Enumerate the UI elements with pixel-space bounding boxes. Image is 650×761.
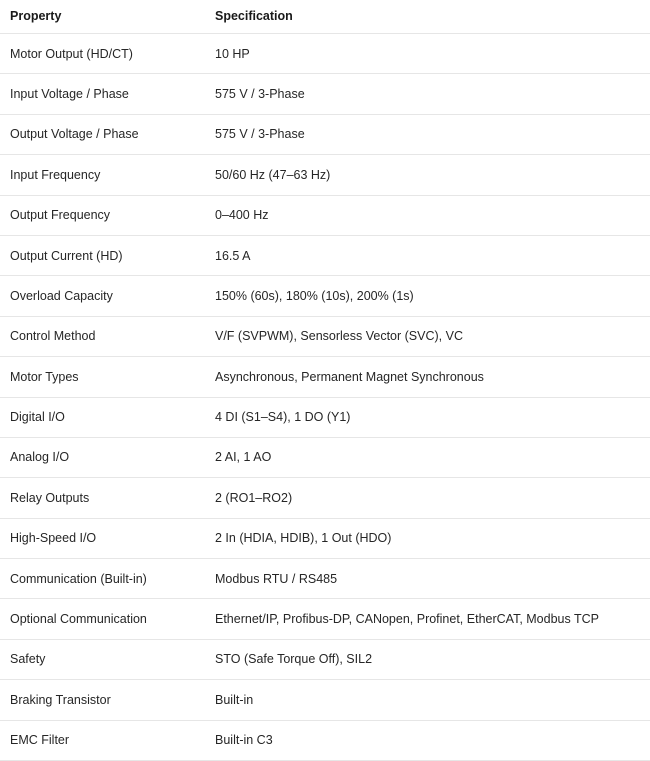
cell-property: Motor Types: [0, 357, 205, 397]
table-body: [0, 34, 650, 761]
cell-specification: Modbus RTU / RS485: [205, 559, 650, 599]
table-row: [0, 639, 650, 679]
cell-property: Optional Communication: [0, 599, 205, 639]
table-row: [0, 518, 650, 558]
table-row: [0, 316, 650, 356]
cell-property: Input Frequency: [0, 155, 205, 195]
cell-specification: 10 HP: [205, 34, 650, 74]
cell-property: High-Speed I/O: [0, 518, 205, 558]
table-row: [0, 34, 650, 74]
table-row: [0, 437, 650, 477]
cell-specification: 2 In (HDIA, HDIB), 1 Out (HDO): [205, 518, 650, 558]
cell-specification: 0–400 Hz: [205, 195, 650, 235]
cell-specification: 4 DI (S1–S4), 1 DO (Y1): [205, 397, 650, 437]
cell-specification: 2 AI, 1 AO: [205, 437, 650, 477]
cell-specification: 575 V / 3-Phase: [205, 74, 650, 114]
table-row: [0, 114, 650, 154]
table-row: [0, 478, 650, 518]
cell-specification: 575 V / 3-Phase: [205, 114, 650, 154]
table-row: [0, 397, 650, 437]
cell-specification: Built-in C3: [205, 720, 650, 760]
cell-property: Braking Transistor: [0, 680, 205, 720]
table-row: [0, 74, 650, 114]
cell-specification: STO (Safe Torque Off), SIL2: [205, 639, 650, 679]
cell-specification: 150% (60s), 180% (10s), 200% (1s): [205, 276, 650, 316]
cell-property: Output Frequency: [0, 195, 205, 235]
cell-specification: V/F (SVPWM), Sensorless Vector (SVC), VC: [205, 316, 650, 356]
table-row: [0, 559, 650, 599]
table-row: [0, 680, 650, 720]
cell-property: Safety: [0, 639, 205, 679]
table-header: [0, 0, 650, 34]
table-row: [0, 276, 650, 316]
cell-specification: 50/60 Hz (47–63 Hz): [205, 155, 650, 195]
cell-specification: Ethernet/IP, Profibus-DP, CANopen, Profinet, EtherCAT, Modbus TCP: [205, 599, 650, 639]
cell-specification: Built-in: [205, 680, 650, 720]
cell-property: Digital I/O: [0, 397, 205, 437]
cell-property: EMC Filter: [0, 720, 205, 760]
table-header-row: [0, 0, 650, 34]
cell-property: Relay Outputs: [0, 478, 205, 518]
cell-specification: 2 (RO1–RO2): [205, 478, 650, 518]
table-row: [0, 235, 650, 275]
cell-property: Analog I/O: [0, 437, 205, 477]
cell-property: Communication (Built-in): [0, 559, 205, 599]
column-header-specification: Specification: [205, 0, 650, 34]
table-row: [0, 599, 650, 639]
table-row: [0, 155, 650, 195]
table-row: [0, 195, 650, 235]
cell-property: Motor Output (HD/CT): [0, 34, 205, 74]
cell-property: Control Method: [0, 316, 205, 356]
cell-property: Output Voltage / Phase: [0, 114, 205, 154]
cell-specification: 16.5 A: [205, 235, 650, 275]
table-row: [0, 357, 650, 397]
cell-property: Input Voltage / Phase: [0, 74, 205, 114]
table-row: [0, 720, 650, 760]
cell-specification: Asynchronous, Permanent Magnet Synchronous: [205, 357, 650, 397]
cell-property: Overload Capacity: [0, 276, 205, 316]
column-header-property: Property: [0, 0, 205, 34]
cell-property: Output Current (HD): [0, 235, 205, 275]
